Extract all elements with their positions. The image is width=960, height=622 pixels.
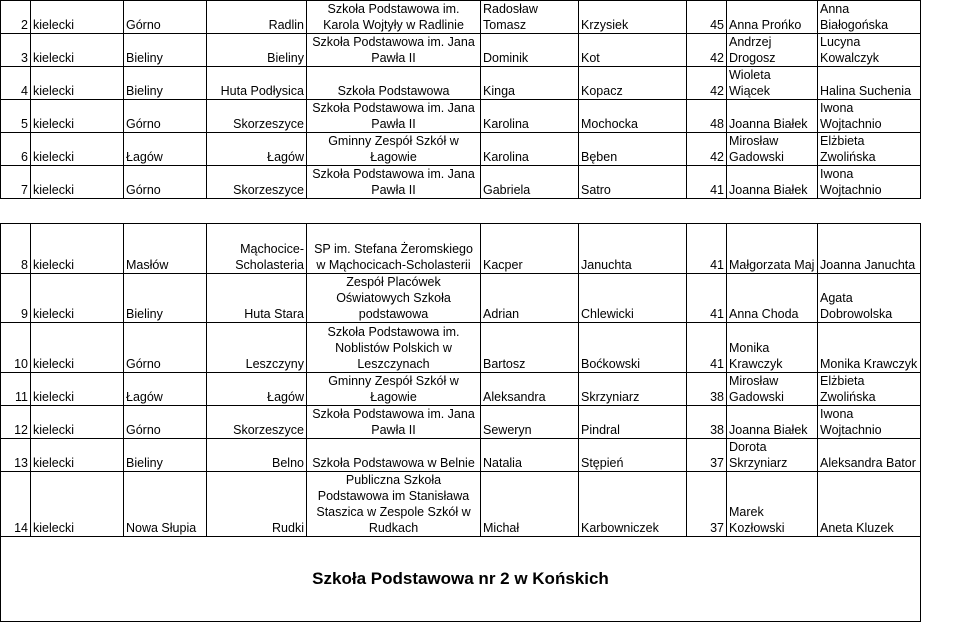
- cell-last: Mochocka: [579, 100, 687, 133]
- cell-gmina: Bieliny: [124, 34, 207, 67]
- cell-region: kielecki: [31, 472, 124, 537]
- cell-school: Publiczna Szkoła Podstawowa im Stanisława Staszica w Zespole Szkół w Rudkach: [307, 472, 481, 537]
- cell-region: kielecki: [31, 323, 124, 373]
- cell-director: Anna Białogońska: [818, 1, 921, 34]
- cell-director: Monika Krawczyk: [818, 323, 921, 373]
- cell-no: 11: [1, 373, 31, 406]
- cell-school: Szkoła Podstawowa im. Jana Pawła II: [307, 406, 481, 439]
- cell-town: Łagów: [207, 373, 307, 406]
- cell-no: 6: [1, 133, 31, 166]
- cell-region: kielecki: [31, 224, 124, 274]
- cell-points: 37: [687, 439, 727, 472]
- table-row: [1, 373, 921, 406]
- cell-region: kielecki: [31, 34, 124, 67]
- cell-director: Elżbieta Zwolińska: [818, 133, 921, 166]
- cell-first: Seweryn: [481, 406, 579, 439]
- cell-first: Bartosz: [481, 323, 579, 373]
- cell-gmina: Bieliny: [124, 439, 207, 472]
- spacer-row: [1, 199, 921, 224]
- cell-school: SP im. Stefana Żeromskiego w Mąchocicach-Scholasterii: [307, 224, 481, 274]
- cell-no: 4: [1, 67, 31, 100]
- cell-town: Leszczyny: [207, 323, 307, 373]
- cell-first: Karolina: [481, 133, 579, 166]
- cell-points: 41: [687, 274, 727, 323]
- cell-points: 42: [687, 67, 727, 100]
- cell-no: 13: [1, 439, 31, 472]
- cell-director: Joanna Januchta: [818, 224, 921, 274]
- cell-no: 8: [1, 224, 31, 274]
- cell-region: kielecki: [31, 67, 124, 100]
- cell-teacher: Wioleta Wiącek: [727, 67, 818, 100]
- table-row: [1, 323, 921, 373]
- cell-town: Skorzeszyce: [207, 166, 307, 199]
- cell-gmina: Górno: [124, 166, 207, 199]
- cell-region: kielecki: [31, 133, 124, 166]
- table-row: [1, 472, 921, 537]
- table-row: [1, 100, 921, 133]
- cell-director: Agata Dobrowolska: [818, 274, 921, 323]
- cell-school: Szkoła Podstawowa im. Jana Pawła II: [307, 34, 481, 67]
- cell-first: Aleksandra: [481, 373, 579, 406]
- cell-gmina: Bieliny: [124, 67, 207, 100]
- cell-school: Szkoła Podstawowa im. Jana Pawła II: [307, 166, 481, 199]
- cell-points: 41: [687, 166, 727, 199]
- cell-no: 12: [1, 406, 31, 439]
- cell-last: Kopacz: [579, 67, 687, 100]
- section-title: Szkoła Podstawowa nr 2 w Końskich: [1, 537, 921, 622]
- table-row: [1, 274, 921, 323]
- cell-school: Szkoła Podstawowa im. Jana Pawła II: [307, 100, 481, 133]
- cell-no: 9: [1, 274, 31, 323]
- cell-school: Gminny Zespół Szkół w Łagowie: [307, 133, 481, 166]
- cell-first: Adrian: [481, 274, 579, 323]
- cell-points: 48: [687, 100, 727, 133]
- cell-points: 41: [687, 323, 727, 373]
- cell-last: Kot: [579, 34, 687, 67]
- cell-points: 38: [687, 373, 727, 406]
- cell-last: Chlewicki: [579, 274, 687, 323]
- cell-school: Szkoła Podstawowa im. Karola Wojtyły w Radlinie: [307, 1, 481, 34]
- cell-last: Boćkowski: [579, 323, 687, 373]
- cell-school: Szkoła Podstawowa: [307, 67, 481, 100]
- cell-teacher: Marek Kozłowski: [727, 472, 818, 537]
- cell-teacher: Monika Krawczyk: [727, 323, 818, 373]
- table-row: [1, 166, 921, 199]
- cell-gmina: Górno: [124, 100, 207, 133]
- cell-gmina: Górno: [124, 1, 207, 34]
- cell-last: Bęben: [579, 133, 687, 166]
- cell-last: Stępień: [579, 439, 687, 472]
- cell-region: kielecki: [31, 406, 124, 439]
- cell-points: 37: [687, 472, 727, 537]
- cell-first: Gabriela: [481, 166, 579, 199]
- cell-director: Aneta Kluzek: [818, 472, 921, 537]
- cell-teacher: Anna Prońko: [727, 1, 818, 34]
- cell-last: Satro: [579, 166, 687, 199]
- cell-no: 2: [1, 1, 31, 34]
- cell-no: 5: [1, 100, 31, 133]
- cell-points: 42: [687, 34, 727, 67]
- table-row: [1, 67, 921, 100]
- cell-region: kielecki: [31, 274, 124, 323]
- table-row: [1, 133, 921, 166]
- cell-first: Michał: [481, 472, 579, 537]
- cell-first: Kacper: [481, 224, 579, 274]
- cell-region: kielecki: [31, 439, 124, 472]
- cell-last: Karbowniczek: [579, 472, 687, 537]
- cell-no: 3: [1, 34, 31, 67]
- cell-teacher: Małgorzata Maj: [727, 224, 818, 274]
- cell-teacher: Joanna Białek: [727, 406, 818, 439]
- cell-town: Radlin: [207, 1, 307, 34]
- cell-teacher: Andrzej Drogosz: [727, 34, 818, 67]
- cell-first: Karolina: [481, 100, 579, 133]
- cell-gmina: Łagów: [124, 133, 207, 166]
- cell-first: Dominik: [481, 34, 579, 67]
- cell-director: Elżbieta Zwolińska: [818, 373, 921, 406]
- cell-teacher: Dorota Skrzyniarz: [727, 439, 818, 472]
- cell-first: Kinga: [481, 67, 579, 100]
- cell-no: 14: [1, 472, 31, 537]
- cell-director: Iwona Wojtachnio: [818, 166, 921, 199]
- cell-no: 10: [1, 323, 31, 373]
- cell-school: Szkoła Podstawowa im. Noblistów Polskich w Leszczynach: [307, 323, 481, 373]
- cell-town: Skorzeszyce: [207, 100, 307, 133]
- cell-director: Aleksandra Bator: [818, 439, 921, 472]
- cell-points: 42: [687, 133, 727, 166]
- cell-gmina: Górno: [124, 323, 207, 373]
- cell-school: Szkoła Podstawowa w Belnie: [307, 439, 481, 472]
- table-row: [1, 224, 921, 274]
- cell-director: Iwona Wojtachnio: [818, 100, 921, 133]
- cell-town: Skorzeszyce: [207, 406, 307, 439]
- cell-points: 45: [687, 1, 727, 34]
- cell-first: Natalia: [481, 439, 579, 472]
- cell-school: Gminny Zespół Szkół w Łagowie: [307, 373, 481, 406]
- table-row: [1, 439, 921, 472]
- cell-director: Lucyna Kowalczyk: [818, 34, 921, 67]
- cell-gmina: Nowa Słupia: [124, 472, 207, 537]
- table-row: [1, 1, 921, 34]
- cell-no: 7: [1, 166, 31, 199]
- table-row: [1, 34, 921, 67]
- cell-gmina: Łagów: [124, 373, 207, 406]
- table-row: [1, 406, 921, 439]
- cell-region: kielecki: [31, 100, 124, 133]
- cell-town: Huta Stara: [207, 274, 307, 323]
- cell-school: Zespół Placówek Oświatowych Szkoła podstawowa: [307, 274, 481, 323]
- cell-gmina: Bieliny: [124, 274, 207, 323]
- cell-teacher: Mirosław Gadowski: [727, 133, 818, 166]
- cell-town: Mąchocice-Scholasteria: [207, 224, 307, 274]
- cell-town: Huta Podłysica: [207, 67, 307, 100]
- cell-points: 38: [687, 406, 727, 439]
- cell-town: Belno: [207, 439, 307, 472]
- cell-town: Łagów: [207, 133, 307, 166]
- cell-gmina: Masłów: [124, 224, 207, 274]
- cell-teacher: Mirosław Gadowski: [727, 373, 818, 406]
- cell-last: Januchta: [579, 224, 687, 274]
- cell-gmina: Górno: [124, 406, 207, 439]
- cell-town: Rudki: [207, 472, 307, 537]
- section-title-row: [1, 537, 921, 622]
- cell-region: kielecki: [31, 373, 124, 406]
- cell-points: 41: [687, 224, 727, 274]
- cell-last: Skrzyniarz: [579, 373, 687, 406]
- cell-director: Halina Suchenia: [818, 67, 921, 100]
- cell-director: Iwona Wojtachnio: [818, 406, 921, 439]
- cell-teacher: Joanna Białek: [727, 166, 818, 199]
- cell-town: Bieliny: [207, 34, 307, 67]
- cell-last: Krzysiek: [579, 1, 687, 34]
- cell-last: Pindral: [579, 406, 687, 439]
- cell-teacher: Anna Choda: [727, 274, 818, 323]
- cell-region: kielecki: [31, 166, 124, 199]
- cell-region: kielecki: [31, 1, 124, 34]
- cell-first: Radosław Tomasz: [481, 1, 579, 34]
- cell-teacher: Joanna Białek: [727, 100, 818, 133]
